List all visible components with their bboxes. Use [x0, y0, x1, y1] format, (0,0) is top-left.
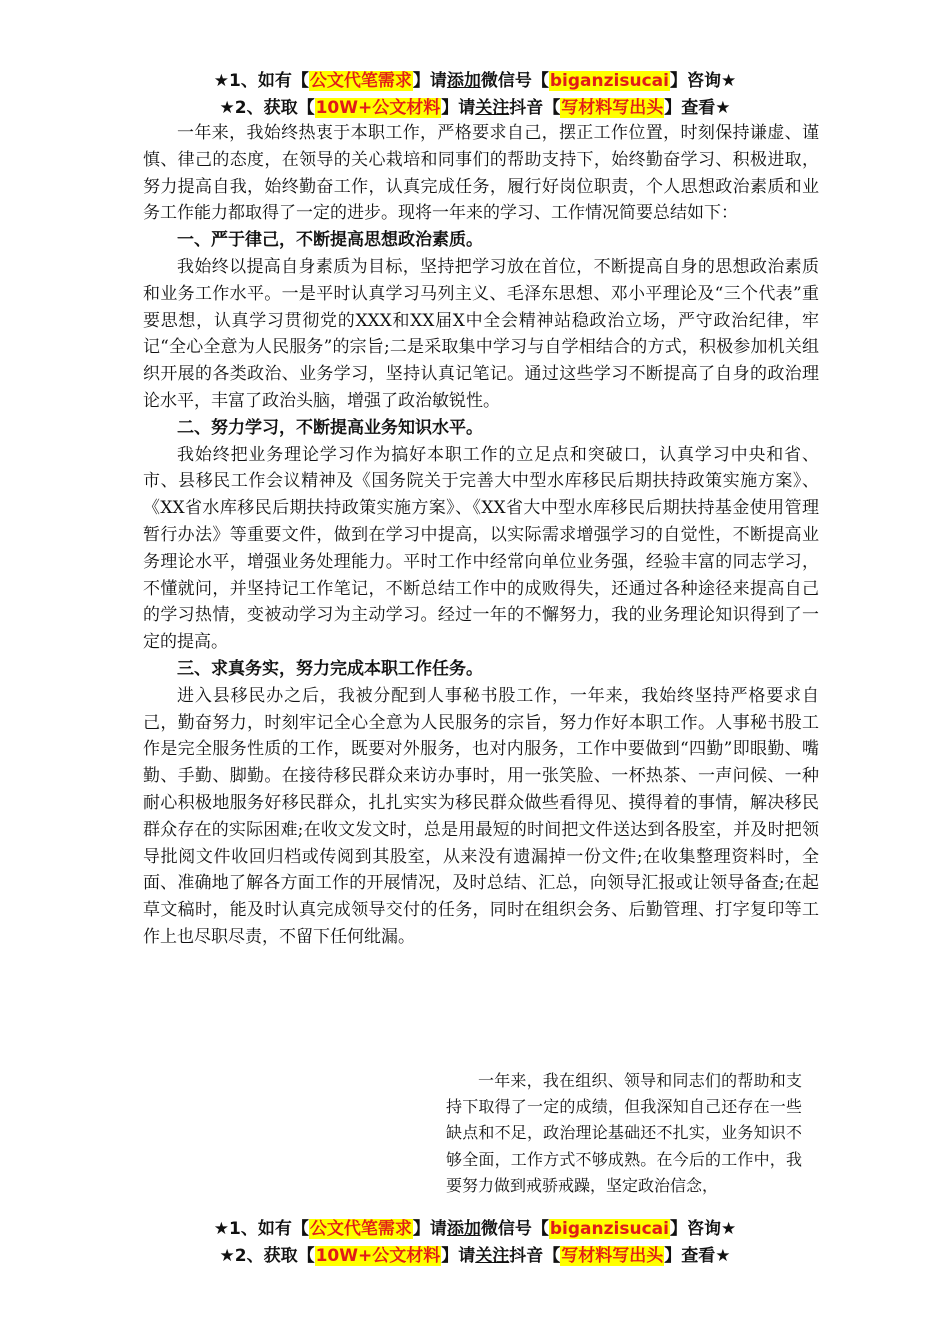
douyin-id-highlight: 写材料写出头 — [561, 1246, 664, 1266]
banner-text: 2、获取【 — [234, 1246, 315, 1266]
intro-paragraph: 一年来，我始终热衷于本职工作，严格要求自己，摆正工作位置，时刻保持谦虚、谨慎、律己的态度，在领导的关心栽培和同事们的帮助支持下，始终勤奋学习、积极进取，努力提高自我，始终勤奋工作，认真完成任务，履行好岗位职责，个人思想政治素质和业务工作能力都取得了一定的进步。现将一年来的学习、工作情况简要总结如下： — [143, 123, 819, 224]
section-heading-3: 三、求真务实，努力完成本职工作任务。 — [177, 658, 483, 679]
star-icon: ★ — [219, 98, 235, 118]
wechat-id-highlight: biganzisucai — [549, 1219, 669, 1239]
underlined-text: 添加 — [446, 71, 481, 91]
banner-text: 】请 — [412, 71, 447, 91]
banner-text: 】咨询 — [669, 1219, 721, 1239]
section-heading-1: 一、严于律己，不断提高思想政治素质。 — [177, 230, 483, 251]
star-icon: ★ — [715, 1246, 731, 1266]
highlight-text: 公文代笔需求 — [309, 1219, 412, 1239]
underlined-text: 关注 — [475, 98, 510, 118]
star-icon: ★ — [213, 1219, 230, 1239]
header-banner — [0, 68, 950, 122]
highlight-text: 10W+公文材料 — [315, 98, 441, 118]
banner-text: 】查看 — [664, 1246, 716, 1266]
banner-line-2 — [0, 1243, 950, 1270]
underlined-text: 关注 — [475, 1246, 510, 1266]
banner-text: 微信号【 — [480, 71, 549, 91]
banner-line-2 — [0, 95, 950, 122]
banner-text: 2、获取【 — [234, 98, 315, 118]
section-heading-2: 二、努力学习，不断提高业务知识水平。 — [177, 417, 483, 438]
summary-note-text: 一年来，我在组织、领导和同志们的帮助和支持下取得了一定的成绩，但我深知自己还存在一些缺点和不足，政治理论基础还不扎实，业务知识不够全面，工作方式不够成熟。在今后的工作中，我要努力做到戒骄戒躁，坚定政治信念， — [446, 1071, 802, 1195]
banner-text: 抖音【 — [509, 1246, 561, 1266]
douyin-id-highlight: 写材料写出头 — [561, 98, 664, 118]
section-paragraph-3: 进入县移民办之后，我被分配到人事秘书股工作，一年来，我始终坚持严格要求自己，勤奋努力，时刻牢记全心全意为人民服务的宗旨，努力作好本职工作。人事秘书股工作是完全服务性质的工作，既要对外服务，也对内服务，工作中要做到“四勤”即眼勤、嘴勤、手勤、脚勤。在接待移民群众来访办事时，用一张笑脸、一杯热茶、一声问候、一种耐心积极地服务好移民群众，扎扎实实为移民群众做些看得见、摸得着的事情，解决移民群众存在的实际困难;在收文发文时，总是用最短的时间把文件送达到各股室，并及时把领导批阅文件收回归档或传阅到其股室，从来没有遗漏掉一份文件;在收集整理资料时，全面、准确地了解各方面工作的开展情况，及时总结、汇总，向领导汇报或让领导备查;在起草文稿时，能及时认真完成领导交付的任务，同时在组织会务、后勤管理、打字复印等工作上也尽职尽责，不留下任何纰漏。 — [143, 685, 819, 947]
star-icon: ★ — [720, 71, 737, 91]
banner-text: 】查看 — [664, 98, 716, 118]
star-icon: ★ — [720, 1219, 737, 1239]
banner-text: 1、如有【 — [229, 71, 309, 91]
section-paragraph-1: 我始终以提高自身素质为目标，坚持把学习放在首位，不断提高自身的思想政治素质和业务工作水平。一是平时认真学习马列主义、毛泽东思想、邓小平理论及“三个代表”重要思想，认真学习贯彻党的XXX和XX届X中全会精神站稳政治立场，严守政治纪律，牢记“全心全意为人民服务”的宗旨;二是采取集中学习与自学相结合的方式，积极参加机关组织开展的各类政治、业务学习，坚持认真记笔记。通过这些学习不断提高了自身的政治理论水平，丰富了政治头脑，增强了政治敏锐性。 — [143, 256, 819, 411]
section-paragraph-2: 我始终把业务理论学习作为搞好本职工作的立足点和突破口，认真学习中央和省、市、县移民工作会议精神及《国务院关于完善大中型水库移民后期扶持政策实施方案》、《XX省水库移民后期扶持政策实施方案》、《XX省大中型水库移民后期扶持基金使用管理暂行办法》等重要文件，做到在学习中提高，以实际需求增强学习的自觉性，不断提高业务理论水平，增强业务处理能力。平时工作中经常向单位业务强，经验丰富的同志学习，不懂就问，并坚持记工作笔记，不断总结工作中的成败得失，还通过各种途径来提高自己的学习热情，变被动学习为主动学习。经过一年的不懈努力，我的业务理论知识得到了一定的提高。 — [143, 444, 819, 653]
banner-text: 抖音【 — [509, 98, 561, 118]
wechat-id-highlight: biganzisucai — [549, 71, 669, 91]
banner-text: 微信号【 — [480, 1219, 549, 1239]
summary-note — [446, 1068, 802, 1199]
footer-banner — [0, 1216, 950, 1270]
banner-line-1 — [0, 1216, 950, 1243]
banner-text: 】请 — [441, 1246, 476, 1266]
highlight-text: 公文代笔需求 — [309, 71, 412, 91]
star-icon: ★ — [213, 71, 230, 91]
banner-text: 】请 — [412, 1219, 447, 1239]
banner-text: 】请 — [441, 98, 476, 118]
banner-line-1 — [0, 68, 950, 95]
star-icon: ★ — [715, 98, 731, 118]
document-body — [143, 120, 819, 951]
highlight-text: 10W+公文材料 — [315, 1246, 441, 1266]
banner-text: 】咨询 — [669, 71, 721, 91]
star-icon: ★ — [219, 1246, 235, 1266]
banner-text: 1、如有【 — [229, 1219, 309, 1239]
underlined-text: 添加 — [446, 1219, 481, 1239]
